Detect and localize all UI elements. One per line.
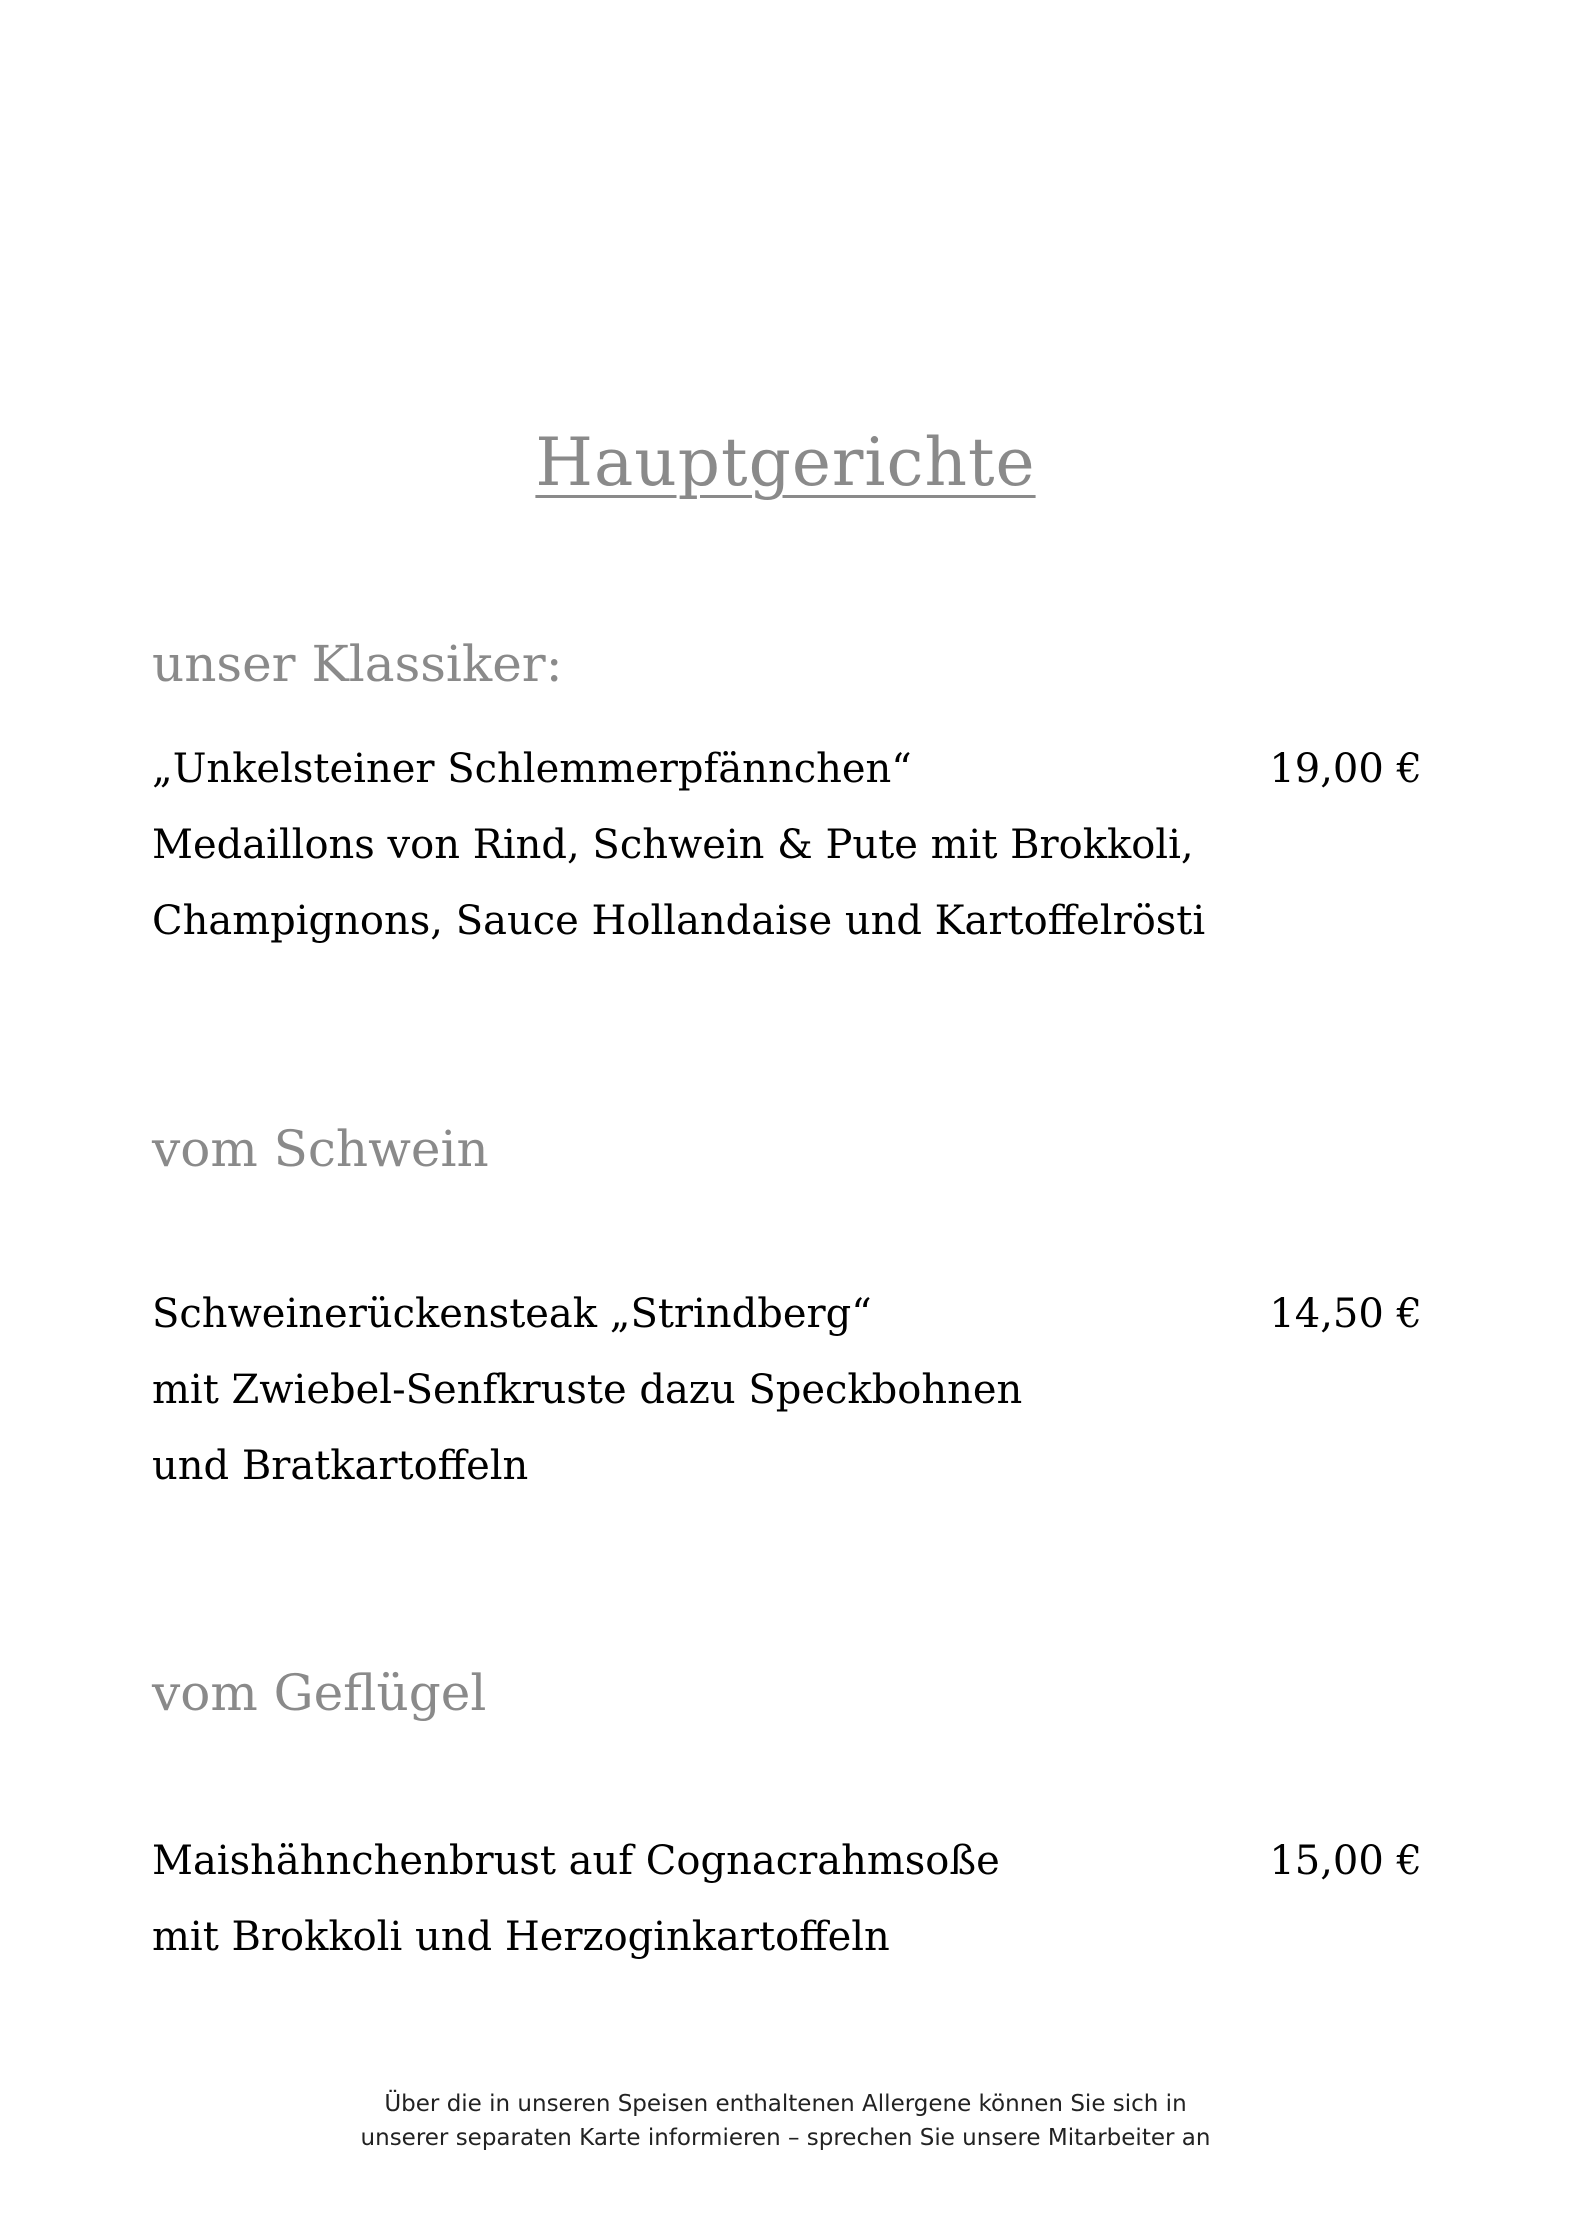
- dish-name: „Unkelsteiner Schlemmerpfännchen“: [152, 746, 912, 792]
- dish-description-line: Medaillons von Rind, Schwein & Pute mit Brokkoli,: [152, 822, 1194, 868]
- dish-name-row: [152, 1823, 1422, 1899]
- section-heading-gefluegel: vom Geflügel: [152, 1664, 487, 1722]
- section-heading-schwein: vom Schwein: [152, 1120, 489, 1178]
- dish-name-row: [152, 731, 1422, 807]
- allergen-note: [0, 2087, 1571, 2155]
- dish-description-line: mit Zwiebel-Senfkruste dazu Speckbohnen: [152, 1367, 1023, 1413]
- dish-price: 19,00 €: [1269, 746, 1422, 792]
- dish-price: 15,00 €: [1269, 1838, 1422, 1884]
- dish-description-line: Champignons, Sauce Hollandaise und Kartoffelrösti: [152, 898, 1206, 944]
- allergen-note-line: unserer separaten Karte informieren – sprechen Sie unsere Mitarbeiter an: [360, 2125, 1211, 2151]
- dish-gefluegel: [152, 1823, 1422, 1975]
- dish-description-line: mit Brokkoli und Herzoginkartoffeln: [152, 1914, 890, 1960]
- allergen-note-line: Über die in unseren Speisen enthaltenen Allergene können Sie sich in: [384, 2091, 1187, 2117]
- section-heading-klassiker: unser Klassiker:: [152, 635, 563, 693]
- page-title-text: Hauptgerichte: [535, 424, 1036, 501]
- dish-schwein: [152, 1276, 1422, 1504]
- dish-name-row: [152, 1276, 1422, 1352]
- dish-name: Schweinerückensteak „Strindberg“: [152, 1291, 872, 1337]
- dish-price: 14,50 €: [1269, 1291, 1422, 1337]
- dish-name: Maishähnchenbrust auf Cognacrahmsoße: [152, 1838, 1000, 1884]
- dish-klassiker: [152, 731, 1422, 959]
- page-title: [0, 418, 1571, 508]
- dish-description-line: und Bratkartoffeln: [152, 1443, 529, 1489]
